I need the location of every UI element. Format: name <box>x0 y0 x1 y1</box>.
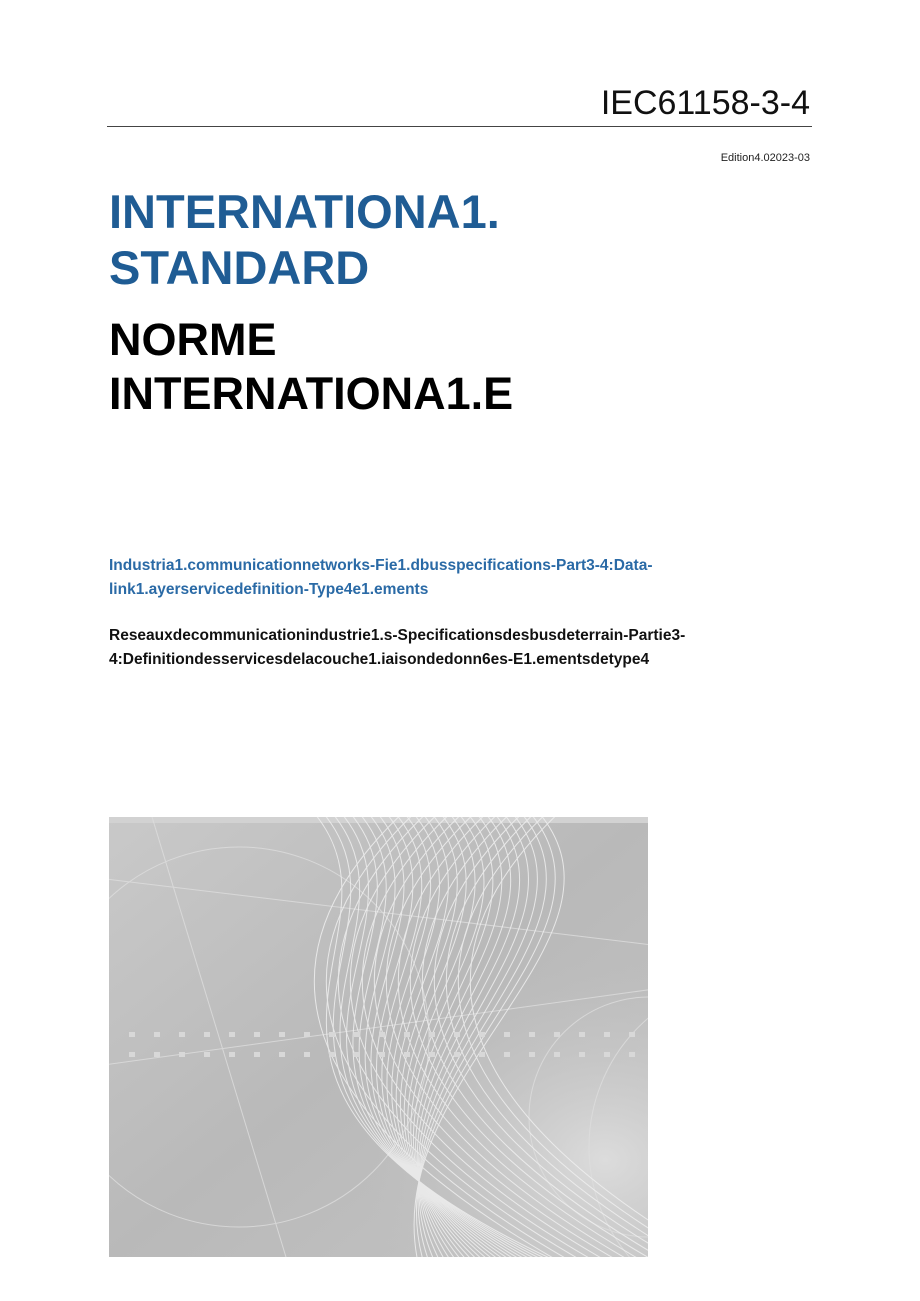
cover-illustration <box>109 817 648 1257</box>
subtitle-french-line-2: 4:Definitiondesservicesdelacouche1.iaisondedonn6es-E1.ementsdetype4 <box>109 651 650 668</box>
dot-mark <box>404 1052 410 1057</box>
subtitle-english-line-2: link1.ayerservicedefinition-Type4e1.ements <box>109 581 429 598</box>
dot-mark <box>554 1032 560 1037</box>
subtitle-french <box>109 624 789 672</box>
dot-mark <box>529 1052 535 1057</box>
dot-mark <box>579 1032 585 1037</box>
dot-mark <box>154 1052 160 1057</box>
title-english <box>109 184 500 296</box>
dot-mark <box>629 1052 635 1057</box>
dot-mark <box>579 1052 585 1057</box>
cover-illustration-graphic <box>109 817 648 1257</box>
dot-mark <box>129 1052 135 1057</box>
title-french <box>109 313 513 421</box>
dot-mark <box>554 1052 560 1057</box>
title-english-line-1: INTERNATIONA1. <box>109 185 500 238</box>
dot-mark <box>179 1052 185 1057</box>
dot-mark <box>604 1032 610 1037</box>
dot-mark <box>304 1052 310 1057</box>
dot-mark <box>504 1052 510 1057</box>
dot-mark <box>229 1032 235 1037</box>
dot-mark <box>129 1032 135 1037</box>
dot-mark <box>304 1032 310 1037</box>
title-english-line-2: STANDARD <box>109 241 370 294</box>
dot-mark <box>329 1032 335 1037</box>
dot-mark <box>229 1052 235 1057</box>
dot-mark <box>504 1032 510 1037</box>
dot-mark <box>354 1032 360 1037</box>
dot-mark <box>629 1032 635 1037</box>
document-number: IEC61158-3-4 <box>600 84 810 122</box>
dot-mark <box>429 1052 435 1057</box>
dot-mark <box>379 1052 385 1057</box>
dot-mark <box>354 1052 360 1057</box>
dot-mark <box>404 1032 410 1037</box>
dot-mark <box>279 1052 285 1057</box>
dot-mark <box>279 1032 285 1037</box>
dot-mark <box>329 1052 335 1057</box>
dot-mark <box>479 1052 485 1057</box>
dot-mark <box>379 1032 385 1037</box>
subtitle-english <box>109 554 749 602</box>
dot-mark <box>454 1032 460 1037</box>
dot-mark <box>179 1032 185 1037</box>
dot-mark <box>204 1032 210 1037</box>
dot-mark <box>604 1052 610 1057</box>
dot-mark <box>254 1032 260 1037</box>
dot-mark <box>154 1032 160 1037</box>
header-divider <box>107 126 812 127</box>
dot-mark <box>204 1052 210 1057</box>
title-french-line-2: INTERNATIONA1.E <box>109 368 514 419</box>
dot-mark <box>429 1032 435 1037</box>
dot-mark <box>479 1032 485 1037</box>
title-french-line-1: NORME <box>109 314 277 365</box>
edition-label: Edition4.02023-03 <box>720 152 810 164</box>
subtitle-french-line-1: Reseauxdecommunicationindustrie1.s-Specificationsdesbusdeterrain-Partie3- <box>109 627 686 644</box>
dot-mark <box>454 1052 460 1057</box>
subtitle-english-line-1: Industria1.communicationnetworks-Fie1.dbusspecifications-Part3-4:Data- <box>109 557 653 574</box>
dot-mark <box>254 1052 260 1057</box>
dot-mark <box>529 1032 535 1037</box>
